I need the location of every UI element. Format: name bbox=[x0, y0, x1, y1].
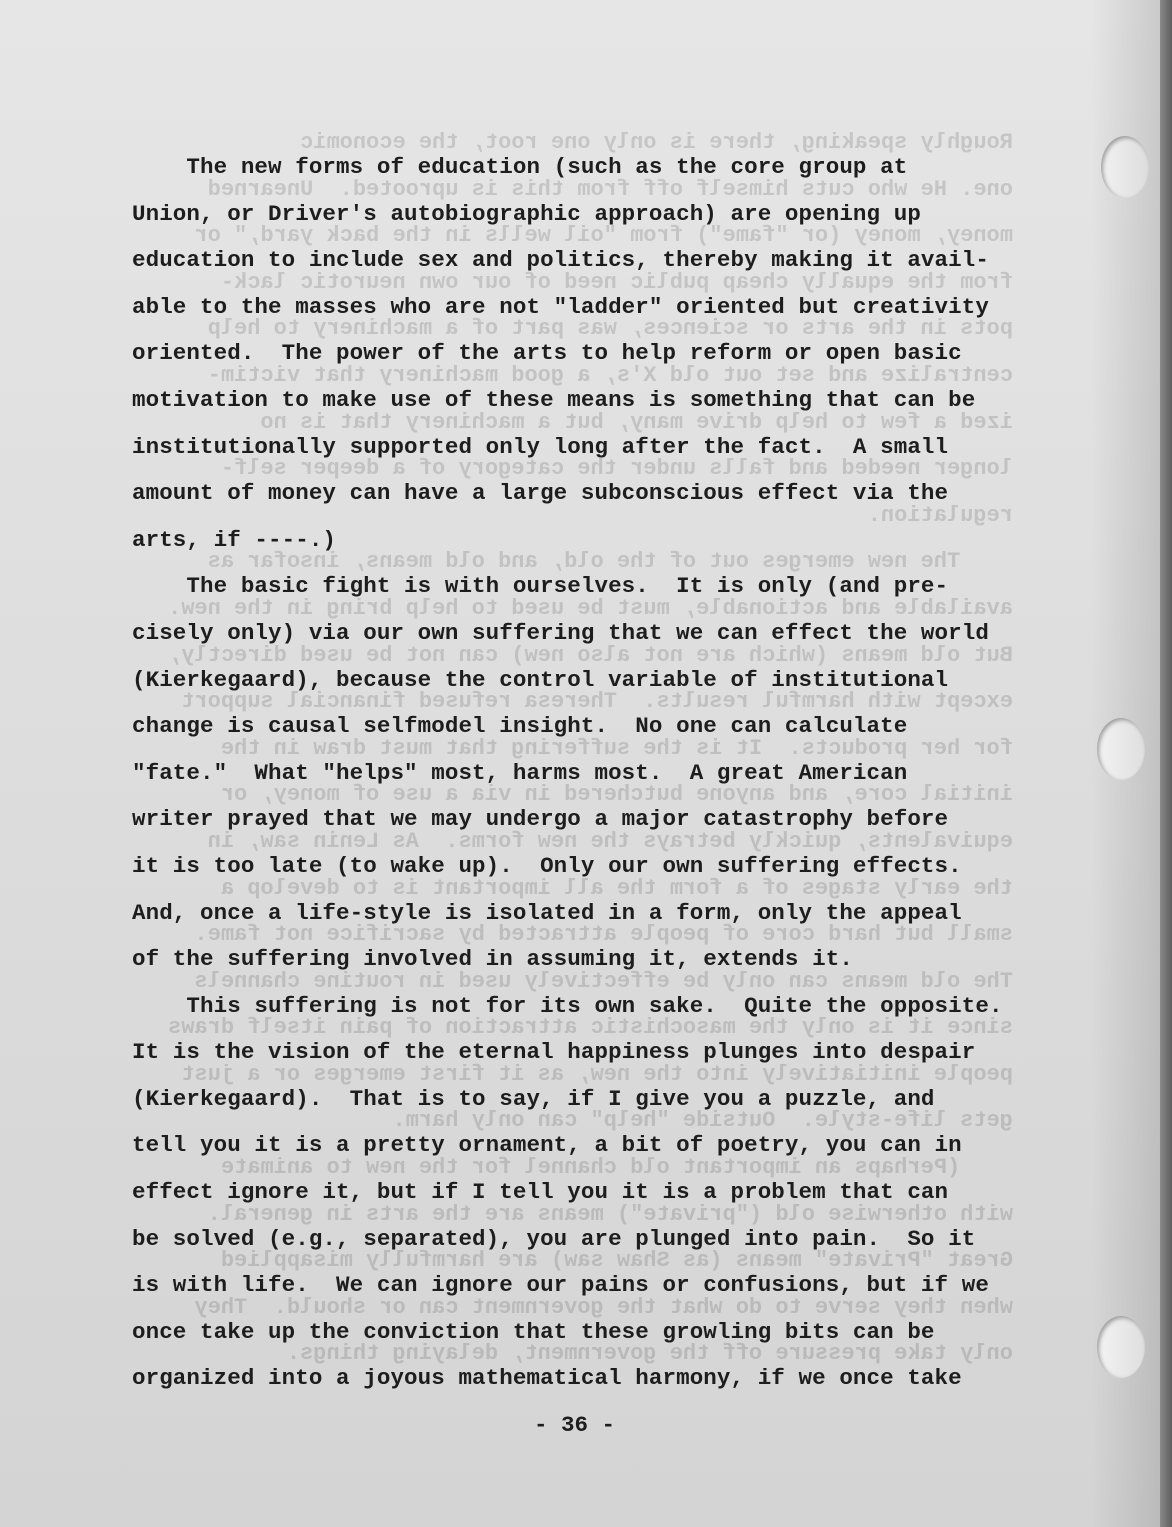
binder-hole-middle bbox=[1097, 718, 1145, 780]
text-line: This suffering is not for its own sake. Quite the opposite. bbox=[132, 992, 1003, 1019]
text-line: oriented. The power of the arts to help reform or open basic bbox=[132, 340, 962, 367]
text-line: once take up the conviction that these growling bits can be bbox=[132, 1318, 935, 1345]
text-line: institutionally supported only long after the fact. A small bbox=[132, 433, 949, 460]
page-edge-shadow bbox=[1160, 0, 1172, 1527]
text-line: The basic fight is with ourselves. It is only (and pre- bbox=[132, 573, 949, 600]
text-line: effect ignore it, but if I tell you it is a problem that can bbox=[132, 1179, 949, 1206]
text-line: writer prayed that we may undergo a major catastrophy before bbox=[132, 806, 949, 833]
bleed-through-text: Roughly speaking, there is only one root, the economic one. He who cuts himself off from this is uprooted. Unearned money, money (or "fame") from "oil wells in the back yard," or from the equally cheap public need of our own neurotic lack- pots in the arts or sciences, was part of a machinery to help centralize and set out old X's, a good machinery that victim- ized a few to help drive many, but a machinery that is no longer needed and falls under the category of a deeper self- regulation. The new emerges out of the old, and old means, insofar as available and actionable, must be used to help bring in the new. But old means (which are not also new) can not be used directly, except with harmful results. Theresa refused financial support for her products. It is the suffering that must draw in the initial core, and anyone butchered in via a use of money, or equivalents, quickly betrays the new forms. As Lenin saw, in the early stages of a form the all important is to develop a small but hard core of people attracted by sacrifice not fame. The old means can only be effectively used in routine channels since it is only the masochistic attraction of pain itself draws people initiatively into the new, as it first emerges or a just gets life-style. Outside "help" can only harm. (Perhaps an important old channel for the new to animate with otherwise old ("private") means are the arts in general. Great "Private" means (as Shaw saw) are harmfully misapplied when they serve to do what the government can or should. They only take pressure off the government, delaying things. bbox=[168, 130, 1013, 1367]
text-line: Union, or Driver's autobiographic approach) are opening up bbox=[132, 200, 921, 227]
binder-hole-bottom bbox=[1097, 1316, 1145, 1378]
text-line: (Kierkegaard). That is to say, if I give you a puzzle, and bbox=[132, 1085, 935, 1112]
text-line: amount of money can have a large subconscious effect via the bbox=[132, 480, 949, 507]
text-line: "fate." What "helps" most, harms most. A great American bbox=[132, 759, 908, 786]
text-line: It is the vision of the eternal happiness plunges into despair bbox=[132, 1039, 976, 1066]
text-line: able to the masses who are not "ladder" oriented but creativity bbox=[132, 293, 989, 320]
text-line: And, once a life-style is isolated in a form, only the appeal bbox=[132, 899, 962, 926]
text-line: cisely only) via our own suffering that we can effect the world bbox=[132, 619, 989, 646]
body-text bbox=[132, 144, 1042, 1402]
text-line: The new forms of education (such as the core group at bbox=[132, 154, 908, 180]
text-line: tell you it is a pretty ornament, a bit of poetry, you can in bbox=[132, 1132, 962, 1159]
page-number: - 36 - bbox=[534, 1412, 616, 1438]
text-line: it is too late (to wake up). Only our own suffering effects. bbox=[132, 852, 962, 879]
text-line: (Kierkegaard), because the control variable of institutional bbox=[132, 666, 949, 693]
text-line: is with life. We can ignore our pains or confusions, but if we bbox=[132, 1272, 989, 1299]
text-line: motivation to make use of these means is something that can be bbox=[132, 386, 976, 413]
text-line: arts, if ----.) bbox=[132, 526, 337, 553]
text-line: organized into a joyous mathematical harmony, if we once take bbox=[132, 1365, 962, 1392]
text-line: of the suffering involved in assuming it, extends it. bbox=[132, 946, 853, 973]
binder-hole-top bbox=[1101, 136, 1149, 198]
text-line: change is causal selfmodel insight. No one can calculate bbox=[132, 713, 908, 740]
text-line: education to include sex and politics, thereby making it avail- bbox=[132, 247, 989, 274]
text-line: be solved (e.g., separated), you are plunged into pain. So it bbox=[132, 1225, 976, 1252]
